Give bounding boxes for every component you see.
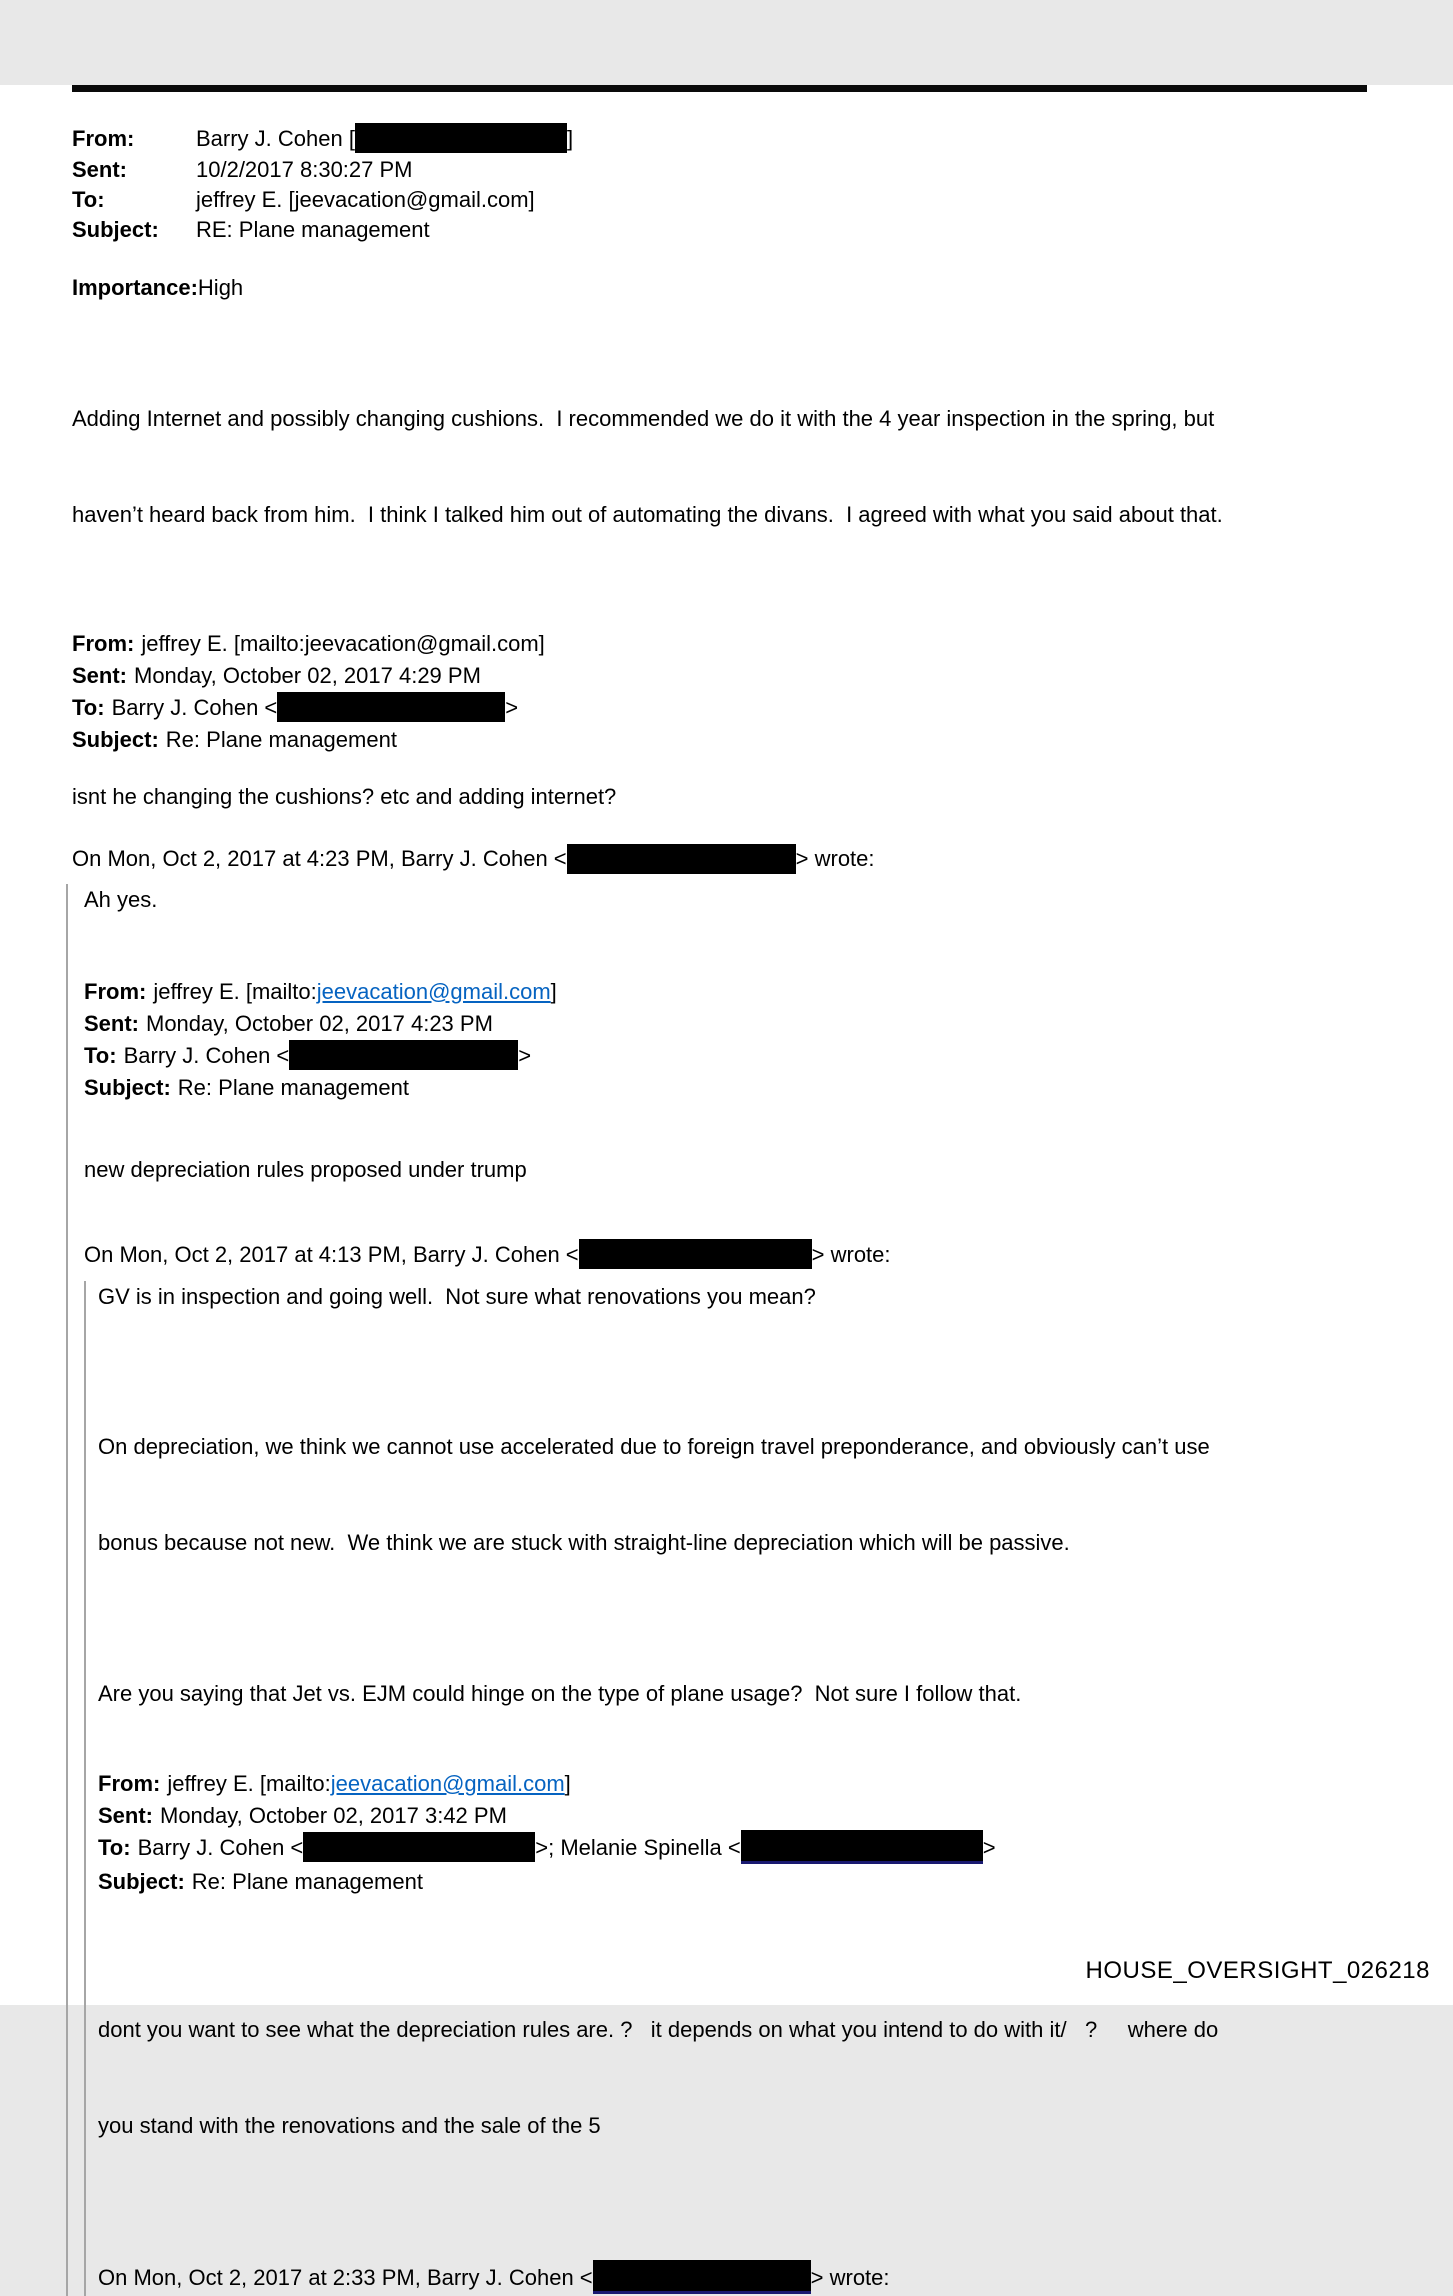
to-label: To: xyxy=(72,187,105,213)
importance-label: Importance: xyxy=(72,275,198,301)
from-value-post: ] xyxy=(564,1770,571,1796)
quote-level-2 xyxy=(84,1281,1367,2296)
sent-label: Sent: xyxy=(84,1010,139,1036)
sent-value: Monday, October 02, 2017 4:23 PM xyxy=(146,1010,493,1036)
sent-label: Sent: xyxy=(98,1802,153,1828)
attribution-close: > wrote: xyxy=(810,2265,890,2291)
email4-sent-row xyxy=(98,1800,1367,1832)
email4-subject-row xyxy=(98,1866,1367,1898)
subject-label: Subject: xyxy=(72,217,159,243)
importance-row xyxy=(72,273,1367,303)
attribution-text: On Mon, Oct 2, 2017 at 4:13 PM, Barry J. Cohen < xyxy=(84,1241,579,1267)
from-value-pre: jeffrey E. [mailto: xyxy=(153,978,317,1004)
redaction-box xyxy=(567,844,796,874)
redaction-box xyxy=(741,1830,983,1864)
sent-value: 10/2/2017 8:30:27 PM xyxy=(196,157,413,183)
email3-body: new depreciation rules proposed under trump xyxy=(84,1156,527,1182)
sent-value: Monday, October 02, 2017 4:29 PM xyxy=(134,663,481,689)
email2-from-row xyxy=(72,628,1367,660)
redaction-box xyxy=(277,692,505,722)
to-value-mid: >; Melanie Spinella < xyxy=(535,1834,741,1860)
attribution-text: On Mon, Oct 2, 2017 at 2:33 PM, Barry J. Cohen < xyxy=(98,2265,593,2291)
document-page xyxy=(0,85,1453,2291)
email2-subject-row xyxy=(72,724,1367,756)
redaction-box xyxy=(303,1832,535,1862)
redaction-box xyxy=(579,1239,812,1269)
subject-label: Subject: xyxy=(98,1869,185,1895)
from-row xyxy=(72,124,1367,155)
sent-label: Sent: xyxy=(72,663,127,689)
from-label: From: xyxy=(72,126,135,151)
from-value-text: Barry J. Cohen [ xyxy=(196,126,355,151)
to-label: To: xyxy=(72,695,105,721)
from-label: From: xyxy=(72,631,135,657)
redaction-box xyxy=(355,123,567,153)
quote2-attribution xyxy=(84,1239,1367,1271)
subject-row xyxy=(72,215,1367,245)
subject-value: RE: Plane management xyxy=(196,217,430,243)
to-value-pre: Barry J. Cohen < xyxy=(137,1834,304,1860)
to-row xyxy=(72,185,1367,215)
quote1-body: Ah yes. xyxy=(84,886,158,912)
importance-value: High xyxy=(197,275,244,301)
email-link[interactable]: jeevacation@gmail.com xyxy=(316,978,551,1004)
from-value: jeffrey E. [mailto:jeevacation@gmail.com] xyxy=(141,631,545,657)
email3-sent-row xyxy=(84,1008,1367,1040)
email2-sent-row xyxy=(72,660,1367,692)
email4-from-row xyxy=(98,1768,1367,1800)
to-value-post: > xyxy=(518,1042,532,1068)
email4-body xyxy=(98,1950,1367,2206)
email3-to-row xyxy=(84,1040,1367,1072)
subject-value: Re: Plane management xyxy=(165,727,397,753)
email-link[interactable]: jeevacation@gmail.com xyxy=(330,1770,565,1796)
from-value-post: ] xyxy=(550,978,557,1004)
email3-subject-row xyxy=(84,1072,1367,1104)
attribution-close: > wrote: xyxy=(811,1241,891,1267)
intro-line-1: Adding Internet and possibly changing cushions. I recommended we do it with the 4 year inspection in the spring, but xyxy=(72,406,1215,432)
to-label: To: xyxy=(84,1042,117,1068)
quote2-body-3: Are you saying that Jet vs. EJM could hinge on the type of plane usage? Not sure I follow that. xyxy=(98,1680,1022,1706)
from-value-pre: jeffrey E. [mailto: xyxy=(167,1770,331,1796)
to-value-pre: Barry J. Cohen < xyxy=(111,695,278,721)
to-value-pre: Barry J. Cohen < xyxy=(123,1042,290,1068)
sent-row xyxy=(72,155,1367,185)
quote2-body-2 xyxy=(98,1367,1367,1623)
attribution-text: On Mon, Oct 2, 2017 at 4:23 PM, Barry J. Cohen < xyxy=(72,846,567,872)
quote-level-1 xyxy=(66,884,1367,2296)
from-label: From: xyxy=(84,978,147,1004)
quote3-attribution xyxy=(98,2262,1367,2296)
from-label: From: xyxy=(98,1770,161,1796)
to-label: To: xyxy=(98,1834,131,1860)
from-value-close: ] xyxy=(566,126,574,151)
subject-label: Subject: xyxy=(84,1074,171,1100)
depreciation-line-1: On depreciation, we think we cannot use accelerated due to foreign travel preponderance, and obviously can’t use xyxy=(98,1433,1210,1459)
to-value-post: > xyxy=(505,695,519,721)
subject-value: Re: Plane management xyxy=(177,1074,409,1100)
email4-header xyxy=(98,1768,1367,1898)
top-divider xyxy=(72,85,1367,92)
email2-body: isnt he changing the cushions? etc and adding internet? xyxy=(72,784,617,810)
bates-number: HOUSE_OVERSIGHT_026218 xyxy=(1085,1957,1430,1984)
email4-body-line-2: you stand with the renovations and the sale of the 5 xyxy=(98,2113,601,2139)
redaction-box xyxy=(289,1040,518,1070)
quote2-body-1: GV is in inspection and going well. Not sure what renovations you mean? xyxy=(98,1283,816,1309)
email3-header xyxy=(84,976,1367,1104)
quote1-attribution xyxy=(72,843,1367,875)
subject-value: Re: Plane management xyxy=(191,1869,423,1895)
top-email-header xyxy=(72,124,1367,245)
intro-paragraph xyxy=(72,339,1367,595)
sent-value: Monday, October 02, 2017 3:42 PM xyxy=(160,1802,507,1828)
to-value: jeffrey E. [jeevacation@gmail.com] xyxy=(196,187,535,213)
attribution-close: > wrote: xyxy=(795,846,875,872)
email4-body-line-1: dont you want to see what the depreciation rules are. ? it depends on what you intend to do with it/ ? where do xyxy=(98,2017,1219,2043)
email3-from-row xyxy=(84,976,1367,1008)
to-value-post: > xyxy=(982,1834,996,1860)
intro-line-2: haven’t heard back from him. I think I talked him out of automating the divans. I agreed with what you said about that. xyxy=(72,502,1223,528)
sent-label: Sent: xyxy=(72,157,127,183)
subject-label: Subject: xyxy=(72,727,159,753)
email2-to-row xyxy=(72,692,1367,724)
depreciation-line-2: bonus because not new. We think we are stuck with straight-line depreciation which will be passive. xyxy=(98,1529,1070,1555)
redaction-box xyxy=(593,2260,811,2294)
email4-to-row xyxy=(98,1832,1367,1866)
email2-header xyxy=(72,628,1367,756)
